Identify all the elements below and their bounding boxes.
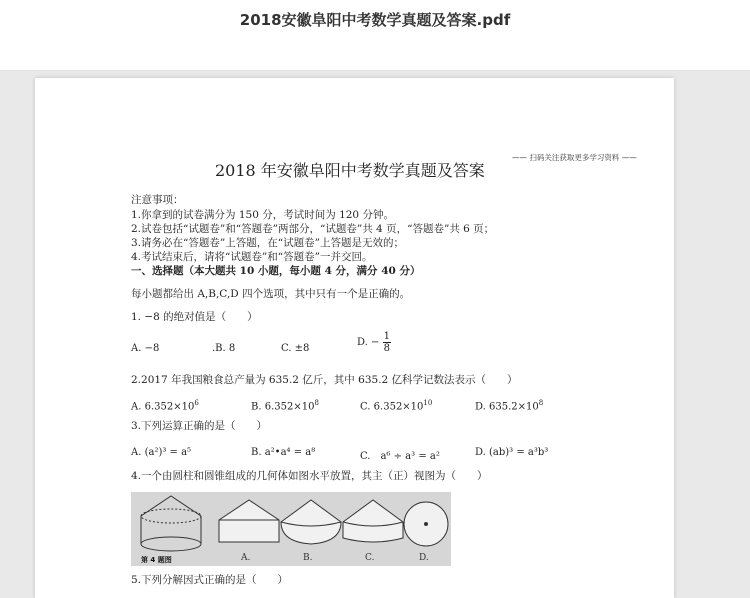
q2-option-d <box>475 399 543 412</box>
notice-2: 2.试卷包括“试题卷”和“答题卷”两部分，“试题卷”共 4 页，“答题卷”共 6 页； <box>131 223 495 235</box>
q4-choice-c-drawing <box>343 500 403 542</box>
q4-figure-caption: 第 4 题图 <box>141 556 172 564</box>
q1-option-d <box>357 331 391 354</box>
q3-option-a: A. (a²)³ = a⁵ <box>131 447 192 458</box>
q4-choice-d-drawing <box>404 502 448 546</box>
q4-choice-b-drawing <box>281 500 341 544</box>
q1-option-b: .B. 8 <box>212 343 236 354</box>
q4-label-a: A. <box>241 553 251 563</box>
q2-option-c-base: 6.352×10 <box>373 401 424 413</box>
exam-title: 2018 年安徽阜阳中考数学真题及答案 <box>215 161 485 180</box>
q4-figure <box>131 492 451 566</box>
q2-option-d-base: 635.2×10 <box>489 401 539 413</box>
q2-option-d-exponent: 8 <box>538 399 544 407</box>
viewer-header <box>0 0 750 71</box>
q4-figure-drawing <box>131 492 451 566</box>
q2-option-c-exponent: 10 <box>423 399 433 407</box>
notice-3: 3.请务必在“答题卷”上答题，在“试题卷”上答题是无效的； <box>131 237 404 249</box>
q4-label-c: C. <box>365 553 375 563</box>
q2-option-a-exponent: 6 <box>194 399 199 407</box>
q2-option-c-label: C. <box>360 401 371 413</box>
q1-option-c: C. ±8 <box>281 343 310 354</box>
q2-option-b-label: B. <box>251 401 262 413</box>
q1-fraction-numerator: 1 <box>383 331 390 342</box>
q4-label-d: D. <box>419 553 429 563</box>
qr-slogan: —— 扫码关注获取更多学习资料 —— <box>512 153 637 162</box>
q3-option-d: D. (ab)³ = a³b³ <box>475 447 549 458</box>
q1-option-d-prefix: D. − <box>357 337 380 348</box>
q2-option-d-label: D. <box>475 401 486 413</box>
pdf-page <box>35 78 674 598</box>
q1-fraction-denominator: 8 <box>383 343 390 354</box>
q2-option-a-label: A. <box>131 401 142 413</box>
notice-4: 4.考试结束后，请将“试题卷”和“答题卷”一并交回。 <box>131 251 373 263</box>
section-description: 每小题都给出 A,B,C,D 四个选项，其中只有一个是正确的。 <box>131 288 411 300</box>
q3-option-b: B. a²•a⁴ = a⁸ <box>251 447 316 458</box>
q1-option-a: A. −8 <box>131 343 160 354</box>
q4-label-b: B. <box>303 553 313 563</box>
question-2: 2.2017 年我国粮食总产量为 635.2 亿斤，其中 635.2 亿科学记数法表示（ ） <box>131 374 518 386</box>
notice-heading: 注意事项： <box>131 194 184 206</box>
question-3: 3.下列运算正确的是（ ） <box>131 420 268 432</box>
question-4: 4.一个由圆柱和圆锥组成的几何体如图水平放置，其主（正）视图为（ ） <box>131 470 488 482</box>
q2-option-b <box>251 399 319 412</box>
q2-option-a-base: 6.352×10 <box>144 401 195 413</box>
q1-fraction <box>383 331 391 354</box>
q4-choice-a-drawing <box>219 500 279 542</box>
q2-option-c <box>360 399 432 412</box>
q2-option-a <box>131 399 199 412</box>
notice-1: 1.你拿到的试卷满分为 150 分，考试时间为 120 分钟。 <box>131 209 394 221</box>
section-heading: 一、选择题（本大题共 10 小题，每小题 4 分，满分 40 分） <box>131 265 421 277</box>
document-title: 2018安徽阜阳中考数学真题及答案.pdf <box>239 11 511 29</box>
q4-solid-drawing <box>141 496 201 551</box>
q3-option-c: C. a⁶ ÷ a³ = a² <box>360 451 440 462</box>
question-1: 1. −8 的绝对值是（ ） <box>131 311 258 323</box>
q2-option-b-exponent: 8 <box>314 399 319 407</box>
q2-option-b-base: 6.352×10 <box>264 401 315 413</box>
question-5: 5.下列分解因式正确的是（ ） <box>131 574 289 586</box>
